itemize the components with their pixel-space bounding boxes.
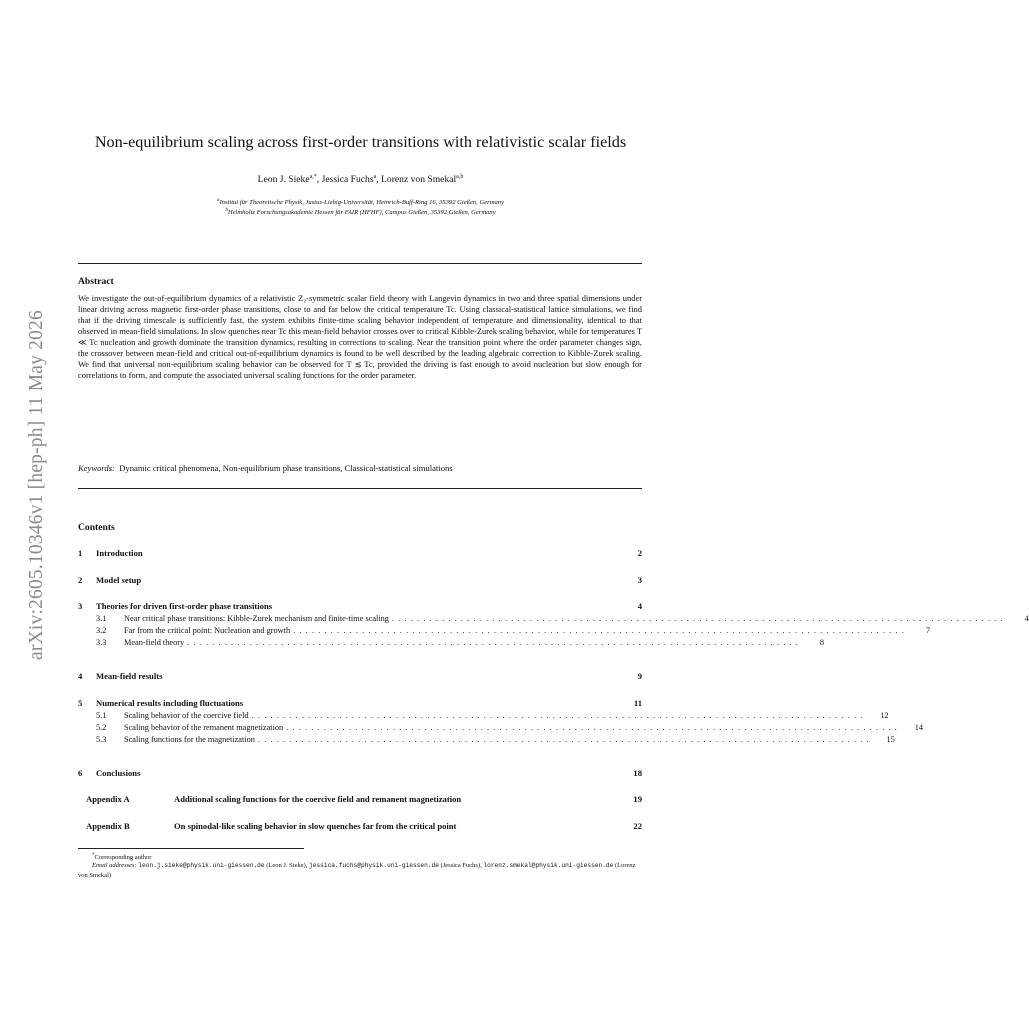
author-name: , Lorenz von Smekal xyxy=(376,174,457,186)
keywords-label: Keywords: xyxy=(78,463,115,473)
toc-section-5[interactable]: 5 Numerical results including fluctuations 11 5.1 Scaling behavior of the coercive field .................................................................................................. 12 5.2 Scaling behavior of the remanent magnetization .................................................................................................. 14 5.3 Scaling functions for the magnetization .................................................................................................. 15 xyxy=(78,698,642,747)
toc-section-title: Model setup xyxy=(96,575,142,585)
arxiv-identifier: arXiv:2605.10346v1 [hep-ph] 11 May 2026 xyxy=(26,310,47,660)
toc-subsection-3-2[interactable]: 3.2 Far from the critical point: Nucleation and growth .................................................................................................. 7 xyxy=(96,626,930,635)
footnote-rule xyxy=(78,848,304,849)
toc-subsection-5-3[interactable]: 5.3 Scaling functions for the magnetization .................................................................................................. 15 xyxy=(96,735,895,744)
author-affiliation-mark: a xyxy=(373,174,377,180)
author-list xyxy=(0,174,721,185)
contents-heading: Contents xyxy=(78,522,115,533)
toc-section-title: Mean-field results xyxy=(96,671,163,681)
toc-leader-dots: .................................................................................................. xyxy=(187,638,803,647)
toc-subsection-3-1[interactable]: 3.1 Near critical phase transitions: Kibble-Zurek mechanism and finite-time scaling .................................................................................................. 4 xyxy=(96,614,1029,623)
paper-title: Non-equilibrium scaling across first-order transitions with relativistic scalar fields xyxy=(94,133,627,151)
toc-subsection-3-3[interactable]: 3.3 Mean-field theory .................................................................................................. 8 xyxy=(96,638,825,647)
toc-page-number: 9 xyxy=(637,671,642,681)
abstract-top-rule xyxy=(78,263,642,264)
toc-page-number: 2 xyxy=(637,548,642,558)
toc-page-number: 4 xyxy=(637,601,642,611)
author-affiliation-mark: a,* xyxy=(309,174,317,180)
toc-subsection-5-2[interactable]: 5.2 Scaling behavior of the remanent magnetization .................................................................................................. 14 xyxy=(96,723,924,732)
footnote-corresponding: *Corresponding author xyxy=(92,853,152,862)
email-link[interactable]: jessica.fuchs@physik.uni-giessen.de xyxy=(309,862,439,869)
toc-section-title: Conclusions xyxy=(96,768,141,778)
author-affiliation-mark: a,b xyxy=(456,174,464,180)
affiliation-b: $^b$Helmholtz Forschungsakademie Hessen für FAIR (HFHF), Campus Gießen, 35392 Gießen, Germany xyxy=(225,208,496,217)
abstract-bottom-rule xyxy=(78,488,642,489)
toc-section-3[interactable]: 3 Theories for driven first-order phase transitions 4 3.1 Near critical phase transitions: Kibble-Zurek mechanism and finite-time scaling .................................................................................................. 4 3.2 Far from the critical point: Nucleation and growth .................................................................................................. 7 3.3 Mean-field theory .................................................................................................. 8 xyxy=(78,601,642,650)
footnote-emails: Email addresses: leon.j.sieke@physik.uni-giessen.de (Leon J. Sieke), jessica.fuchs@physik.uni-giessen.de (Jessica Fuchs), lorenz.smekal@physik.uni-giessen.de (Lorenz von Smekal) xyxy=(78,862,636,879)
toc-section-1[interactable]: 1 Introduction 2 xyxy=(78,548,642,558)
toc-page-number: 18 xyxy=(633,768,642,778)
author-name: , Jessica Fuchs xyxy=(316,174,374,186)
toc-page-number: 11 xyxy=(633,698,642,708)
affiliation-a: $^a$Institut für Theoretische Physik, Justus-Liebig-Universität, Heinrich-Buff-Ring 16, 35392 Gießen, Germany xyxy=(216,198,505,207)
toc-leader-dots: .................................................................................................. xyxy=(251,711,867,720)
email-link[interactable]: leon.j.sieke@physik.uni-giessen.de xyxy=(138,862,265,869)
email-label: Email addresses: xyxy=(92,862,137,869)
toc-section-title: Numerical results including fluctuations xyxy=(96,698,244,708)
author-name: Leon J. Sieke xyxy=(257,174,310,186)
keywords-text: Dynamic critical phenomena, Non-equilibrium phase transitions, Classical-statistical simulations xyxy=(119,463,453,473)
toc-subsection-5-1[interactable]: 5.1 Scaling behavior of the coercive field .................................................................................................. 12 xyxy=(96,711,889,720)
toc-section-title: Theories for driven first-order phase transitions xyxy=(96,601,273,611)
abstract-heading: Abstract xyxy=(78,276,114,287)
toc-section-title: Introduction xyxy=(96,548,143,558)
email-link[interactable]: lorenz.smekal@physik.uni-giessen.de xyxy=(483,862,614,869)
toc-page-number: 3 xyxy=(637,575,642,585)
toc-leader-dots: .................................................................................................. xyxy=(286,723,902,732)
abstract-body: We investigate the out-of-equilibrium dynamics of a relativistic Z₂-symmetric scalar field theory with Langevin dynamics in two and three spatial dimensions under linear driving across magnetic first-order phase transitions, close to and far below the critical temperature Tc. Using classical-statistical lattice simulations, we find that if the driving timescale is sufficiently fast, the system exhibits finite-time scaling behavior independent of temperature and dimensionality, identical to that observed in mean-field simulations. In slow quenches near Tc this mean-field behavior crosses over to critical Kibble-Zurek scaling behavior, while for temperatures T ≪ Tc nucleation and growth dominate the transition dynamics, resulting in corrections to scaling. Near the transition point where the order parameter changes sign, the crossover between mean-field and critical out-of-equilibrium dynamics is found to be well described by the leading algebraic correction to Kibble-Zurek scaling. We find that universal non-equilibrium scaling behavior can be observed for T ≲ Tc, provided the driving is fast enough to avoid nucleation but slow enough for correlations to form, and compute the associated universal scaling functions for the order parameter. xyxy=(78,293,642,380)
toc-leader-dots: .................................................................................................. xyxy=(391,614,1007,623)
toc-section-4[interactable]: 4 Mean-field results 9 xyxy=(78,671,642,681)
toc-section-2[interactable]: 2 Model setup 3 xyxy=(78,575,642,585)
arxiv-sidebar-stamp xyxy=(22,290,52,680)
keywords-line xyxy=(78,463,642,473)
toc-section-6[interactable]: 6 Conclusions 18 xyxy=(78,768,642,778)
toc-leader-dots: .................................................................................................. xyxy=(257,735,873,744)
toc-leader-dots: .................................................................................................. xyxy=(293,626,908,635)
